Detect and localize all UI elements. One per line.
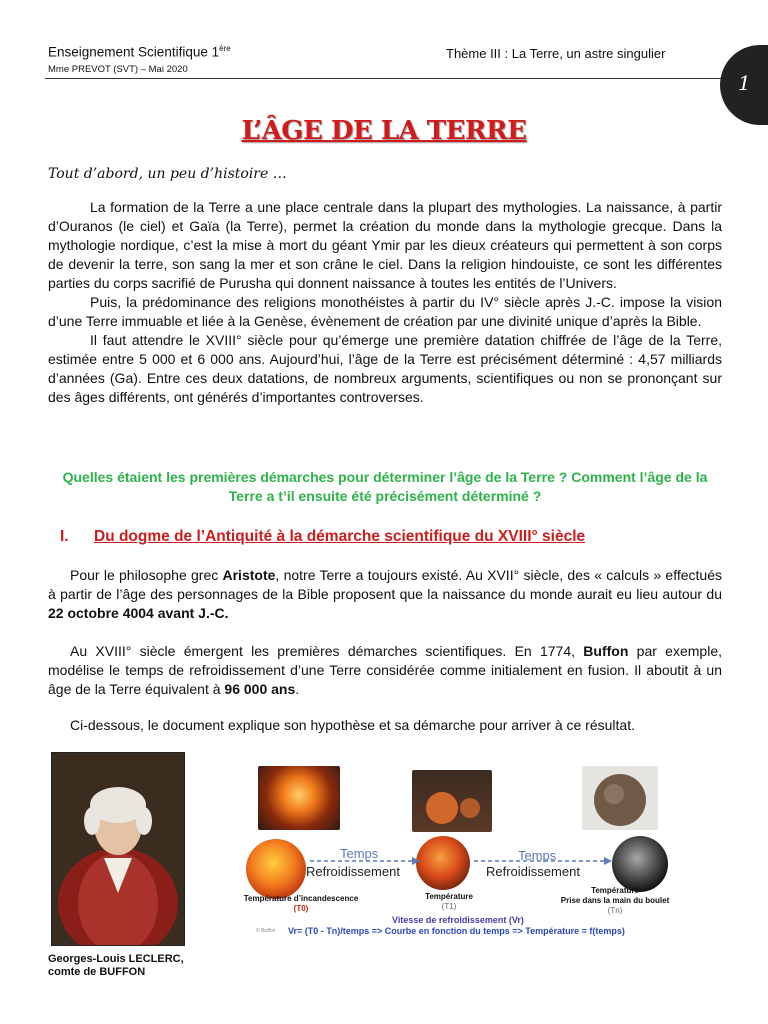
- section-heading: [60, 528, 585, 546]
- buffon-name: Buffon: [583, 643, 629, 659]
- course-name: Enseignement Scientifique 1: [48, 44, 220, 60]
- section-title: Du dogme de l’Antiquité à la démarche scientifique du XVIII° siècle: [94, 528, 586, 545]
- cooling-formula: Vr= (T0 - Tn)/temps => Courbe en fonction du temps => Température = f(temps): [288, 926, 625, 936]
- header-divider: [45, 78, 765, 79]
- buffon-portrait-image: [51, 752, 185, 946]
- paragraph: Puis, la prédominance des religions monothéistes à partir du IV° siècle après J.-C. impose la vision d’une Terre immuable et liée à la Genèse, évènement de création par une divinité unique d’après la Bible.: [48, 294, 722, 329]
- arrow-head-2: [604, 857, 612, 865]
- intro-text: Tout d’abord, un peu d’histoire …: [48, 166, 287, 182]
- cooling-sphere: [416, 836, 470, 890]
- label-tn: [550, 886, 680, 916]
- text-run: , notre Terre a toujours existé. Au XVII° siècle, des « calculs » effectués à partir de l’âge des personnages de la Bible proposent que la naissance du monde aurait eu lieu autour du: [48, 567, 722, 602]
- age-bold: 96 000 ans: [224, 681, 296, 697]
- page-title: [0, 116, 768, 146]
- history-paragraphs: [48, 198, 722, 407]
- text-run: Pour le philosophe grec: [70, 567, 223, 583]
- section-paragraph-aristote: [48, 566, 722, 623]
- arrow2-cooling-label: Refroidissement: [486, 864, 580, 879]
- label-t0: [236, 894, 366, 914]
- key-question: Quelles étaient les premières démarches pour déterminer l’âge de la Terre ? Comment l’âge de la Terre a t’il ensuite été précisément déterminé ?: [62, 469, 708, 504]
- date-bold: 22 octobre 4004 avant J.-C.: [48, 605, 229, 621]
- aristote-name: Aristote: [222, 567, 276, 583]
- text-run: Au XVIII° siècle émergent les premières démarches scientifiques. En 1774,: [70, 643, 584, 659]
- section-paragraph-buffon: [48, 642, 722, 699]
- label-sub: (T0): [293, 904, 309, 913]
- furnace-photo: [258, 766, 340, 830]
- page-number: 1: [738, 71, 751, 95]
- label-text: Température: [425, 892, 473, 901]
- course-title: [48, 44, 231, 60]
- section-number: I.: [60, 528, 69, 545]
- page-number-tab: [720, 45, 768, 125]
- label-sub: (T1): [441, 902, 457, 911]
- cold-ball-photo: [582, 766, 658, 830]
- label-text: Température d’incandescence: [243, 894, 359, 903]
- arrow1-time-label: Temps: [340, 846, 379, 861]
- arrow1-cooling-label: Refroidissement: [306, 864, 400, 879]
- label-t1: [414, 892, 484, 912]
- speed-title: Vitesse de refroidissement (Vr): [392, 915, 524, 925]
- page-title-text: L’ÂGE DE LA TERRE: [241, 116, 527, 146]
- cold-sphere: [612, 836, 668, 892]
- cooling-ball-photo: [412, 770, 492, 832]
- label-text: Prise dans la main du boulet: [560, 896, 670, 905]
- paragraph: La formation de la Terre a une place centrale dans la plupart des mythologies. La naissance, à partir d’Ouranos (le ciel) et Gaïa (la Terre), permet la création du monde dans la mythologie grecque. Dans la mythologie nordique, c’est la mise à mort du géant Ymir par les dieux créateurs qui permettent à son corps de devenir la terre, son sang la mer et son crâne le ciel. Dans la religion hindouiste, ce sont les différentes parties du corps sacrifié de Purusha qui donnent naissance à toutes les entités de l’Univers.: [48, 199, 722, 291]
- text-run: .: [295, 681, 300, 697]
- caption-line: Georges-Louis LECLERC,: [48, 953, 184, 965]
- section-paragraph-document: [48, 716, 722, 735]
- theme-title: Thème III : La Terre, un astre singulier: [446, 46, 666, 61]
- portrait-caption: [48, 953, 184, 979]
- incandescent-sphere: [246, 839, 306, 899]
- credit: © Buffon: [256, 928, 276, 934]
- paragraph: Il faut attendre le XVIII° siècle pour qu’émerge une première datation chiffrée de l’âge de la Terre, estimée entre 5 000 et 6 000 ans. Aujourd’hui, l’âge de la Terre est précisément déterminé : 4,57 milliards d’années (Ga). Entre ces deux datations, de nombreux arguments, scientifiques ou non se prononçant sur des âges différents, ont générés d’importantes controverses.: [48, 332, 722, 405]
- label-sub: (Tn): [607, 906, 623, 915]
- author-line: Mme PREVOT (SVT) – Mai 2020: [48, 64, 188, 75]
- text-run: par exemple, modélise le temps de refroidissement d’une Terre considérée comme initialement en fusion. Il aboutit à un âge de la Terre équivalent à: [48, 643, 722, 697]
- caption-line: comte de BUFFON: [48, 966, 146, 978]
- label-text: Température: [591, 886, 639, 895]
- course-superscript: ère: [219, 44, 231, 53]
- text-run: Ci-dessous, le document explique son hypothèse et sa démarche pour arriver à ce résultat.: [70, 717, 635, 733]
- arrow2-time-label: Temps: [518, 848, 557, 863]
